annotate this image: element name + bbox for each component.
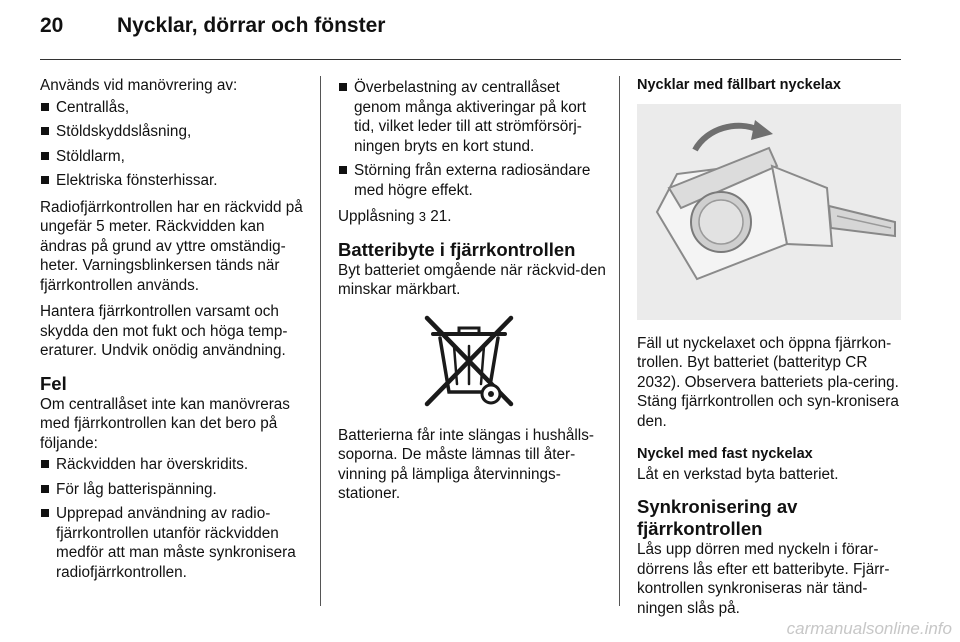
bullet-icon: [41, 152, 49, 160]
fixed-key-heading: Nyckel med fast nyckelax: [637, 446, 813, 462]
sync-heading: Synkronisering av fjärrkontrollen: [637, 496, 798, 539]
page-number: 20: [40, 14, 64, 37]
list-item: Stöldskyddslåsning,: [40, 122, 308, 142]
list-item: Centrallås,: [40, 98, 308, 118]
fault-heading: Fel: [40, 372, 67, 394]
watermark: carmanualsonline.info: [786, 619, 952, 638]
intro-text: Används vid manövrering av:: [40, 77, 238, 94]
list-item: Stöldlarm,: [40, 147, 308, 167]
list-item: Störning från externa radiosändare med högre effekt.: [338, 161, 606, 200]
list-item: För låg batterispänning.: [40, 480, 308, 500]
fault-list: [40, 455, 308, 582]
bullet-icon: [41, 509, 49, 517]
usage-list: [40, 98, 308, 191]
remote-key-battery-figure: [637, 104, 901, 320]
column-divider: [619, 76, 620, 606]
bullet-icon: [41, 176, 49, 184]
battery-heading: Batteribyte i fjärrkontrollen: [338, 238, 576, 260]
column-middle: [338, 76, 606, 504]
sync-text: Lås upp dörren med nyckeln i förar-dörrens lås efter ett batteribyte. Fjärr-kontrollen synkroniseras när tänd-ningen slås på.: [637, 541, 890, 617]
bullet-icon: [41, 485, 49, 493]
fault-text: Om centrallåset inte kan manövreras med fjärrkontrollen kan det bero på följande:: [40, 395, 290, 452]
list-item: Överbelastning av centrallåset genom många aktiveringar på kort tid, vilket leder till att strömförsörj-ningen bryts en kort stund.: [338, 78, 606, 156]
column-divider: [320, 76, 321, 606]
bullet-icon: [41, 460, 49, 468]
disposal-text: Batterierna får inte slängas i hushålls-soporna. De måste lämnas till åter-vinning på lämpliga återvinnings-stationer.: [338, 426, 594, 502]
page-header: [40, 14, 920, 50]
header-divider: [40, 59, 901, 60]
page-title: Nycklar, dörrar och fönster: [117, 14, 386, 37]
column-right: [637, 76, 907, 618]
battery-text: Byt batteriet omgående när räckvid-den minskar märkbart.: [338, 261, 606, 298]
unlock-reference: Upplåsning 3 21.: [338, 208, 452, 225]
folding-key-heading: Nycklar med fällbart nyckelax: [637, 77, 841, 93]
list-item: Räckvidden har överskridits.: [40, 455, 308, 475]
column-left: [40, 76, 308, 582]
bullet-icon: [339, 83, 347, 91]
folding-key-text: Fäll ut nyckelaxet och öppna fjärrkon-trollen. Byt batteriet (batterityp CR 2032). Observera batteriets pla-cering. Stäng fjärrkontrollen och syn-kronisera den.: [637, 334, 899, 430]
fault-list-continued: [338, 78, 606, 200]
reference-page-link[interactable]: 21.: [430, 208, 452, 225]
crossed-out-bin-icon: [413, 312, 531, 408]
bullet-icon: [41, 127, 49, 135]
list-item: Elektriska fönsterhissar.: [40, 171, 308, 191]
fixed-key-text: Låt en verkstad byta batteriet.: [637, 465, 839, 483]
bullet-icon: [339, 166, 347, 174]
range-paragraph: Radiofjärrkontrollen har en räckvidd på ungefär 5 meter. Räckvidden kan ändras på grund av yttre omständig-heter. Varningsblinkersen tänds när fjärrkontrollen används.: [40, 198, 303, 294]
list-item: Upprepad användning av radio-fjärrkontrollen utanför räckvidden medför att man måste synkronisera radiofjärrkontrollen.: [40, 504, 308, 582]
bullet-icon: [41, 103, 49, 111]
reference-arrow-icon: 3: [418, 209, 427, 224]
care-paragraph: Hantera fjärrkontrollen varsamt och skydda den mot fukt och höga temp-eraturer. Undvik onödig användning.: [40, 303, 288, 359]
